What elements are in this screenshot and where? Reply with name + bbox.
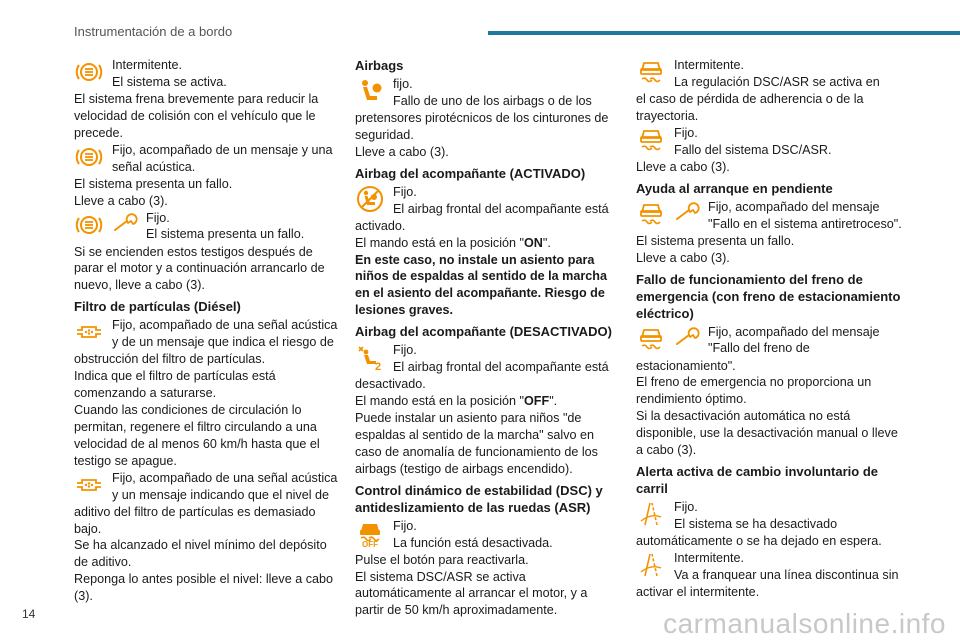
paragraph: obstrucción del filtro de partículas. Indica que el filtro de partículas está comenzando a saturarse. Cuando las condiciones de circulación lo permitan, regenere el filtro circulando a una velocidad de al menos 60 km/h hasta que el testigo se apague. — [74, 352, 320, 468]
header-title: Instrumentación de a bordo — [74, 24, 233, 39]
page-number: 14 — [22, 607, 36, 621]
paragraph: estacionamiento". El freno de emergencia no proporciona un rendimiento óptimo. Si la desactivación automática no está disponible, use la desactivación manual o lleve a cabo (3). — [636, 358, 898, 458]
header-accent-bar — [488, 31, 960, 35]
warning-entry: Fijo. El airbag frontal del acompañante está — [355, 184, 619, 218]
warning-entry: Fijo, acompañado de un mensaje y una señal acústica. — [74, 142, 342, 176]
paragraph: Si se encienden estos testigos después de parar el motor y a continuación arrancarlo de nuevo, lleve a cabo (3). — [74, 244, 325, 293]
section-heading: Airbags — [355, 58, 404, 73]
paragraph: activar el intermitente. — [636, 584, 760, 599]
airbag-icon — [355, 76, 385, 106]
warning-entry: Fijo. El sistema se ha desactivado — [636, 499, 904, 533]
section-heading: Ayuda al arranque en pendiente — [636, 180, 833, 196]
section-heading: Alerta activa de cambio involuntario de carril — [636, 463, 879, 496]
warning-paragraph: En este caso, no instale un asiento para niños de espaldas al sentido de la marcha en el asiento del acompañante. Riesgo de lesiones graves. — [355, 252, 607, 318]
paragraph: El sistema presenta un fallo. Lleve a cabo (3). — [636, 233, 795, 265]
paragraph: el caso de pérdida de adherencia o de la trayectoria. — [636, 92, 864, 123]
lane-keeping-icon — [636, 550, 666, 580]
warning-entry: Fijo. El airbag frontal del acompañante está — [355, 342, 619, 376]
paragraph: desactivado. — [355, 377, 426, 392]
warning-entry: fijo. Fallo de uno de los airbags o de los — [355, 76, 619, 110]
dsc-icon — [636, 125, 666, 155]
passenger-airbag-on-icon — [355, 184, 385, 214]
paragraph: automáticamente o se ha dejado en espera. — [636, 533, 882, 548]
watermark: carmanualsonline.info — [663, 608, 946, 639]
dsc-icon — [636, 324, 666, 354]
paragraph: Lleve a cabo (3). — [636, 159, 730, 174]
section-heading: Airbag del acompañante (DESACTIVADO) — [355, 324, 612, 340]
lane-keeping-icon — [636, 499, 666, 529]
warning-entry: Fijo. El sistema presenta un fallo. — [74, 210, 342, 244]
warning-entry: Fijo, acompañado de una señal acústica y de un mensaje que indica el riesgo de — [74, 317, 342, 351]
paragraph: El sistema frena brevemente para reducir la velocidad de colisión con el vehículo que le precede. — [74, 92, 319, 140]
paragraph: El mando está en la posición "OFF". — [355, 394, 558, 409]
wrench-icon — [112, 213, 138, 233]
dsc-icon — [636, 57, 666, 87]
dsc-icon — [636, 199, 666, 229]
warning-entry: Intermitente. La regulación DSC/ASR se activa en — [636, 57, 904, 91]
dsc-off-label: OFF — [362, 539, 378, 548]
warning-entry: OFF Fijo. La función está desactivada. — [355, 518, 619, 552]
section-heading: Airbag del acompañante (ACTIVADO) — [355, 165, 586, 181]
brake-assist-icon — [74, 142, 104, 172]
passenger-airbag-off-icon — [355, 342, 385, 372]
paragraph: El sistema presenta un fallo. Lleve a cabo (3). — [74, 176, 233, 208]
column-right — [636, 57, 904, 601]
paragraph: Puede instalar un asiento para niños "de espaldas al sentido de la marcha" salvo en caso de anomalía de funcionamiento de los airbags (testigo de airbags encendido). — [355, 410, 598, 476]
brake-assist-icon — [74, 57, 104, 87]
section-heading: Filtro de partículas (Diésel) — [74, 299, 241, 315]
particle-filter-icon — [74, 470, 104, 500]
paragraph: El mando está en la posición "ON". — [355, 235, 551, 250]
column-left — [74, 57, 342, 605]
particle-filter-icon — [74, 317, 104, 347]
paragraph: activado. — [355, 218, 406, 233]
paragraph: pretensores pirotécnicos de los cinturones de seguridad. Lleve a cabo (3). — [355, 111, 609, 159]
brake-assist-icon — [74, 210, 104, 240]
warning-entry: Intermitente. Va a franquear una línea discontinua sin — [636, 550, 904, 584]
column-middle — [355, 57, 619, 619]
warning-entry: Fijo, acompañado del mensaje "Fallo en el sistema antiretroceso". — [636, 199, 904, 233]
warning-entry: Fijo, acompañado del mensaje "Fallo del freno de — [636, 324, 904, 358]
warning-entry: Fijo. Fallo del sistema DSC/ASR. — [636, 125, 904, 159]
section-heading: Fallo de funcionamiento del freno de emergencia (con freno de estacionamiento eléctrico) — [636, 271, 901, 321]
paragraph: aditivo del filtro de partículas es demasiado bajo. Se ha alcanzado el nivel mínimo del depósito de aditivo. Reponga lo antes posible el nivel: lleve a cabo (3). — [74, 504, 334, 604]
wrench-icon — [674, 327, 700, 347]
warning-entry: Intermitente. El sistema se activa. — [74, 57, 342, 91]
section-heading: Control dinámico de estabilidad (DSC) y antideslizamiento de las ruedas (ASR) — [355, 482, 603, 515]
warning-entry: Fijo, acompañado de una señal acústica y un mensaje indicando que el nivel de — [74, 470, 342, 504]
paragraph: Pulse el botón para reactivarla. El sistema DSC/ASR se activa automáticamente al arrancar el motor, y a partir de 50 km/h aproximadamente. — [355, 552, 588, 618]
dsc-off-icon — [355, 518, 385, 548]
wrench-icon — [674, 202, 700, 222]
